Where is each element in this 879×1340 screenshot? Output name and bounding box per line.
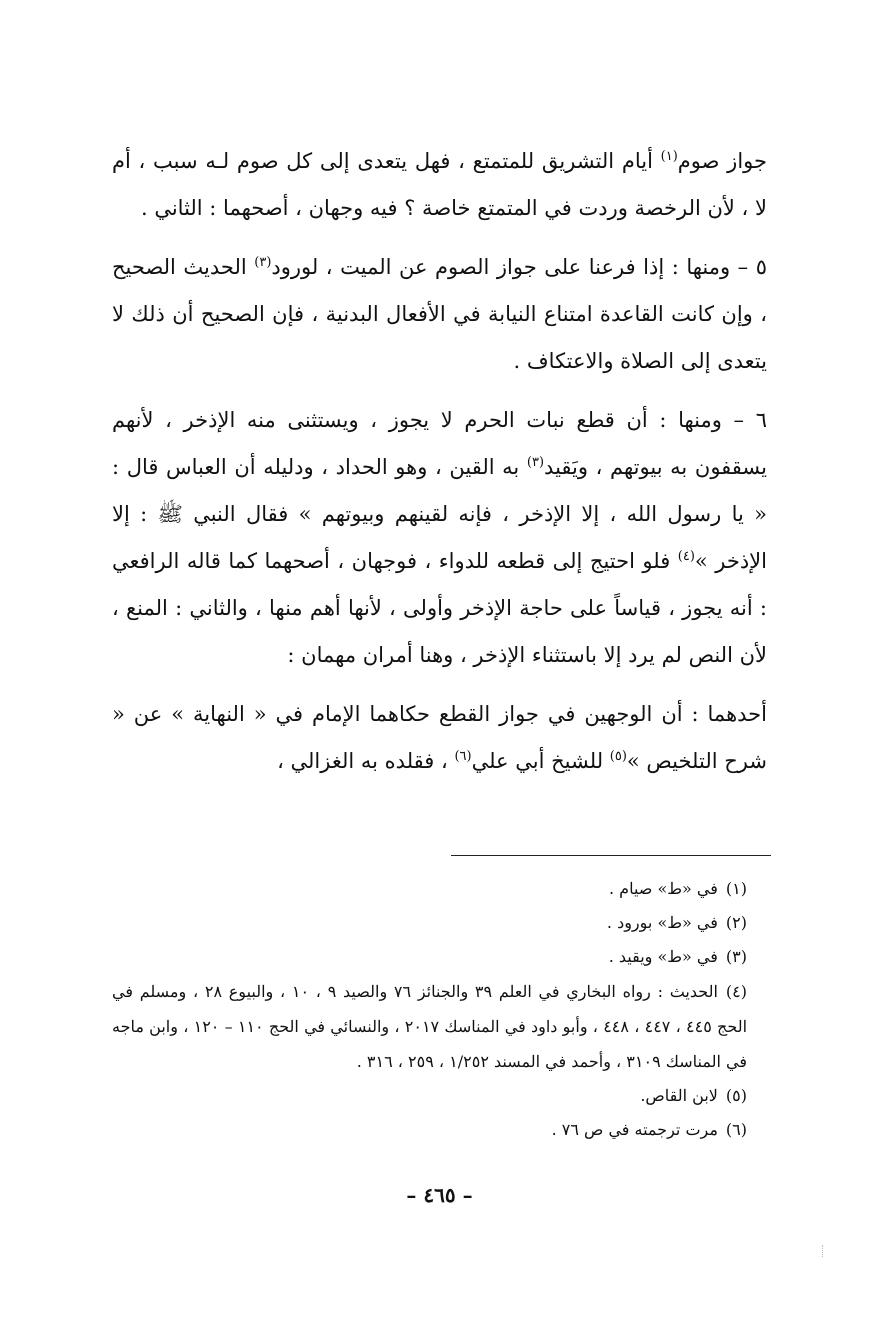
text-run: ٦ – ومنها : أن قطع نبات الحرم لا يجوز ، ويستثنى منه الإذخر ، لأنهم يسقفون به بيوتهم ، ويَقيد bbox=[112, 408, 767, 479]
footnote-text: لابن القاص. bbox=[640, 1086, 718, 1105]
paragraph-first-matter bbox=[112, 691, 767, 785]
paragraph-fasting bbox=[112, 138, 767, 232]
footnote-number: (١) bbox=[725, 879, 747, 898]
footnote bbox=[112, 974, 767, 1079]
paragraph-item-5 bbox=[112, 244, 767, 385]
text-run: فلو احتيج إلى قطعه للدواء ، فوجهان ، أصحهما كما قاله الرافعي : أنه يجوز ، قياساً على حاجة الإذخر وأولى ، لأنها أهم منها ، والثاني : المنع ، لأن النص لم يرد إلا باستثناء الإذخر ، وهنا أمران مهمان : bbox=[112, 549, 767, 667]
footnote-ref: (٣) bbox=[254, 255, 272, 270]
footnote-number: (٦) bbox=[725, 1120, 747, 1139]
footnote-ref: (٣) bbox=[526, 455, 545, 470]
footnote-text: الحديث : رواه البخاري في العلم ٣٩ والجنائز ٧٦ والصيد ٩ ، ١٠ ، والبيوع ٢٨ ، ومسلم في الحج ٤٤٥ ، ٤٤٧ ، ٤٤٨ ، وأبو داود في المناسك ٢٠١٧ ، والنسائي في الحج ١١٠ – ١٢٠ ، وابن ماجه في المناسك ٣١٠٩ ، وأحمد في المسند ١/٢٥٢ ، ٢٥٩ ، ٣١٦ . bbox=[112, 982, 748, 1071]
text-run: جواز صوم bbox=[677, 149, 767, 173]
footnote bbox=[112, 940, 767, 974]
text-run: ، فقلده به الغزالي ، bbox=[277, 749, 455, 773]
footnote bbox=[112, 872, 767, 906]
scan-speck bbox=[822, 1245, 825, 1257]
footnote-text: في «ط» ويقيد . bbox=[608, 947, 718, 966]
page-number: – ٤٦٥ – bbox=[406, 1183, 473, 1207]
footnote-separator bbox=[451, 855, 771, 856]
footnote-text: مرت ترجمته في ص ٧٦ . bbox=[551, 1120, 718, 1139]
text-run: أيام التشريق للمتمتع ، فهل يتعدى إلى كل صوم لـه سبب ، أم لا ، لأن الرخصة وردت في المتمتع خاصة ؟ فيه وجهان ، أصحهما : الثاني . bbox=[112, 149, 767, 220]
paragraph-item-6 bbox=[112, 397, 767, 679]
footnote-number: (٢) bbox=[725, 913, 747, 932]
text-run: ٥ – ومنها : إذا فرعنا على جواز الصوم عن الميت ، لورود bbox=[271, 255, 767, 279]
footnote-ref: (٦) bbox=[454, 749, 472, 764]
footnote-number: (٤) bbox=[725, 982, 747, 1001]
footnote bbox=[112, 906, 767, 940]
footnote-number: (٥) bbox=[725, 1086, 747, 1105]
text-run: أحدهما : أن الوجهين في جواز القطع حكاهما الإمام في « النهاية » عن « شرح التلخيص » bbox=[112, 702, 767, 773]
footnote-ref: (٤) bbox=[677, 549, 695, 564]
footnote-ref: (١) bbox=[660, 149, 678, 164]
text-run: به القين ، وهو الحداد ، ودليله أن العباس قال : « يا رسول الله ، إلا الإذخر ، فإنه لقينهم وبيوتهم » فقال النبي ﷺ : إلا الإذخر » bbox=[112, 455, 767, 573]
footnote-ref: (٥) bbox=[609, 749, 627, 764]
footnote-number: (٣) bbox=[725, 947, 747, 966]
footnotes bbox=[112, 872, 767, 1147]
main-text bbox=[112, 138, 767, 785]
text-run: للشيخ أبي علي bbox=[471, 749, 610, 773]
text-run: الحديث الصحيح ، وإن كانت القاعدة امتناع النيابة في الأفعال البدنية ، فإن الصحيح أن ذلك لا يتعدى إلى الصلاة والاعتكاف . bbox=[112, 255, 767, 373]
footnote-text: في «ط» بورود . bbox=[606, 913, 718, 932]
footnote bbox=[112, 1079, 767, 1113]
footnote-text: في «ط» صيام . bbox=[609, 879, 718, 898]
footnote bbox=[112, 1113, 767, 1147]
